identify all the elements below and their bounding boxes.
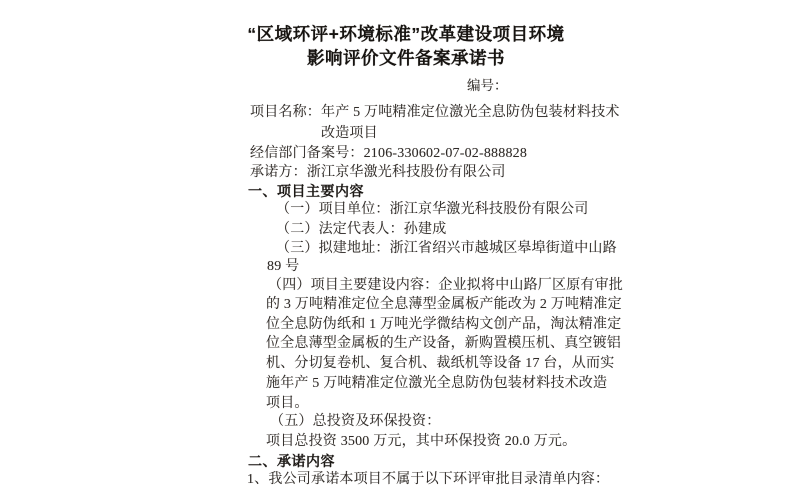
section-1-heading: 一、项目主要内容 bbox=[248, 183, 364, 199]
document-title bbox=[240, 0, 572, 70]
item-4-construction-content: （四）项目主要建设内容：企业拟将中山路厂区原有审批 bbox=[268, 278, 623, 293]
item-3-address-continued: 89 号 bbox=[267, 259, 300, 274]
document-title-line-1: “区域环评+环境标准”改革建设项目环境 bbox=[247, 24, 565, 44]
item-4-content-line-7: 项目。 bbox=[266, 396, 309, 411]
field-project-name: 项目名称：年产 5 万吨精准定位激光全息防伪包装材料技术 bbox=[250, 105, 620, 120]
item-5-investment-heading: （五）总投资及环保投资： bbox=[270, 414, 441, 429]
item-1-project-unit: （一）项目单位：浙江京华激光科技股份有限公司 bbox=[276, 202, 589, 217]
item-4-content-line-5: 机、分切复卷机、复合机、裁纸机等设备 17 台，从而实 bbox=[266, 356, 615, 371]
item-4-content-line-3: 位全息防伪纸和 1 万吨光学微结构文创产品，淘汰精准定 bbox=[266, 317, 622, 332]
item-4-content-line-2: 的 3 万吨精准定位全息薄型金属板产能改为 2 万吨精准定 bbox=[266, 297, 622, 312]
commitment-item-1: 1、我公司承诺本项目不属于以下环评审批目录清单内容： bbox=[247, 472, 610, 487]
item-4-content-line-4: 位全息薄型金属板的生产设备，新购置模压机、真空镀铝 bbox=[266, 336, 621, 351]
field-record-number: 经信部门备案号：2106-330602-07-02-888828 bbox=[250, 146, 528, 161]
item-4-content-line-6: 施年产 5 万吨精准定位激光全息防伪包装材料技术改造 bbox=[266, 376, 608, 391]
item-3-proposed-address: （三）拟建地址：浙江省绍兴市越城区皋埠街道中山路 bbox=[276, 241, 617, 256]
item-2-legal-representative: （二）法定代表人：孙建成 bbox=[276, 222, 447, 237]
item-5-investment-amounts: 项目总投资 3500 万元，其中环保投资 20.0 万元。 bbox=[266, 434, 577, 449]
field-project-name-continued: 改造项目 bbox=[321, 126, 378, 141]
section-2-heading: 二、承诺内容 bbox=[248, 453, 335, 469]
field-committing-party: 承诺方：浙江京华激光科技股份有限公司 bbox=[250, 165, 506, 180]
serial-number-label: 编号： bbox=[467, 78, 508, 93]
document-title-line-2: 影响评价文件备案承诺书 bbox=[307, 48, 505, 68]
